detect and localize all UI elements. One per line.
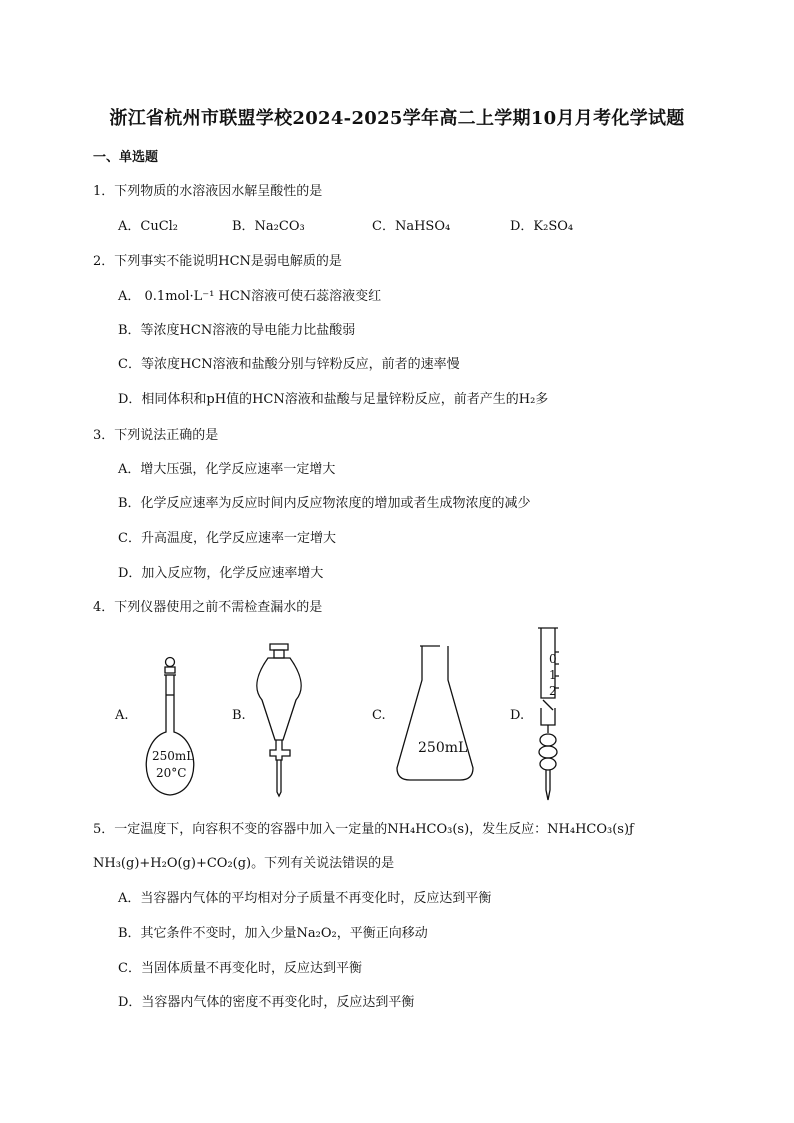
q1-option-b: B．Na₂CO₃ [232, 219, 305, 234]
q2-option-b: B．等浓度HCN溶液的导电能力比盐酸弱 [118, 323, 356, 338]
question-3-stem: 3．下列说法正确的是 [93, 428, 219, 443]
page-title: 浙江省杭州市联盟学校2024-2025学年高二上学期10月月考化学试题 [109, 108, 685, 129]
question-5-stem-line2: NH₃(g)+H₂O(g)+CO₂(g)。下列有关说法错误的是 [93, 856, 395, 871]
separatory-funnel-image [257, 644, 301, 796]
question-2-stem: 2．下列事实不能说明HCN是弱电解质的是 [93, 254, 342, 269]
q3-option-c: C．升高温度，化学反应速率一定增大 [118, 531, 336, 546]
conical-flask-image [397, 646, 473, 780]
flask-c-volume-label: 250mL [418, 740, 468, 756]
q3-option-d: D．加入反应物，化学反应速率增大 [118, 566, 324, 581]
q3-option-b: B．化学反应速率为反应时间内反应物浓度的增加或者生成物浓度的减少 [118, 496, 531, 511]
question-1-stem: 1．下列物质的水溶液因水解呈酸性的是 [93, 184, 323, 199]
q1-option-c: C．NaHSO₄ [372, 219, 451, 234]
flask-a-volume-label: 250mL [152, 749, 195, 763]
q5-option-d: D．当容器内气体的密度不再变化时，反应达到平衡 [118, 995, 415, 1010]
burette-mark-0: 0 [549, 652, 557, 666]
question-5-stem-line1: 5．一定温度下，向容积不变的容器中加入一定量的NH₄HCO₃(s)，发生反应：NH₄HCO₃(s)ƒ [93, 822, 634, 837]
q5-option-a: A．当容器内气体的平均相对分子质量不再变化时，反应达到平衡 [118, 891, 492, 906]
question-4-stem: 4．下列仪器使用之前不需检查漏水的是 [93, 600, 323, 615]
flask-a-temp-label: 20°C [156, 766, 187, 780]
q1-option-d: D．K₂SO₄ [510, 219, 574, 234]
apparatus-figure [105, 625, 585, 810]
q1-option-a: A．CuCl₂ [118, 219, 179, 234]
q4-label-c: C. [372, 708, 386, 723]
q4-label-b: B. [232, 708, 246, 723]
q2-option-a: A． 0.1mol·L⁻¹ HCN溶液可使石蕊溶液变红 [118, 289, 382, 304]
burette-mark-2: 2 [549, 684, 557, 698]
q4-label-d: D. [510, 708, 525, 723]
q2-option-c: C．等浓度HCN溶液和盐酸分别与锌粉反应，前者的速率慢 [118, 357, 460, 372]
q5-option-b: B．其它条件不变时，加入少量Na₂O₂，平衡正向移动 [118, 926, 428, 941]
q5-option-c: C．当固体质量不再变化时，反应达到平衡 [118, 961, 362, 976]
q4-label-a: A. [115, 708, 129, 723]
q3-option-a: A．增大压强，化学反应速率一定增大 [118, 462, 336, 477]
section-heading: 一、单选题 [93, 150, 159, 165]
q2-option-d: D．相同体积和pH值的HCN溶液和盐酸与足量锌粉反应，前者产生的H₂多 [118, 392, 549, 407]
burette-mark-1: 1 [549, 668, 557, 682]
